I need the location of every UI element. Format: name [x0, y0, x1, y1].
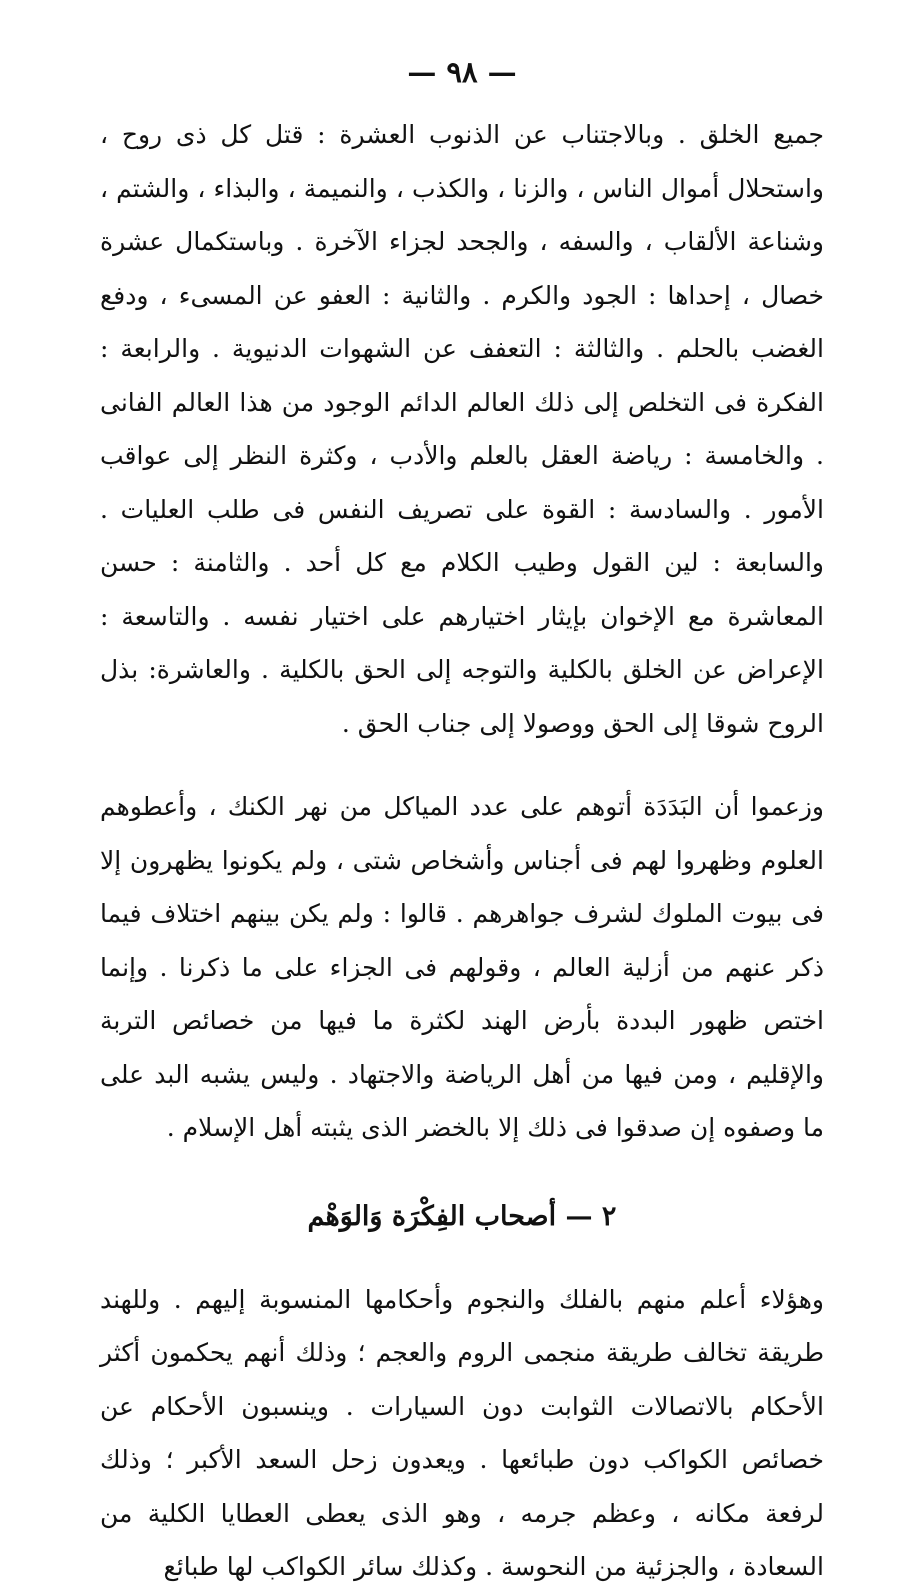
paragraph-ten-virtues: جميع الخلق . وبالاجتناب عن الذنوب العشرة : قتل كل ذى روح ، واستحلال أموال الناس ، والزنا ، والكذب ، والنميمة ، والبذاء ، والشتم ، وشناعة الألقاب ، والسفه ، والجحد لجزاء الآخرة . وباستكمال عشرة خصال ، إحداها : الجود والكرم . والثانية : العفو عن المسىء ، ودفع الغضب بالحلم . والثالثة : التعفف عن الشهوات الدنيوية . والرابعة : الفكرة فى التخلص إلى ذلك العالم الدائم الوجود من هذا العالم الفانى . والخامسة : رياضة العقل بالعلم والأدب ، وكثرة النظر إلى عواقب الأمور . والسادسة : القوة على تصريف النفس فى طلب العليات . والسابعة : لين القول وطيب الكلام مع كل أحد . والثامنة : حسن المعاشرة مع الإخوان بإيثار اختيارهم على اختيار نفسه . والتاسعة : الإعراض عن الخلق بالكلية والتوجه إلى الحق بالكلية . والعاشرة: بذل الروح شوقا إلى الحق ووصولا إلى جناب الحق .	[100, 120, 824, 738]
page-number: — ٩٨ —	[407, 55, 517, 89]
paragraph-astrology: وهؤلاء أعلم منهم بالفلك والنجوم وأحكامها المنسوبة إليهم . وللهند طريقة تخالف طريقة منجمى الروم والعجم ؛ وذلك أنهم يحكمون أكثر الأحكام بالاتصالات الثوابت دون السيارات . وينسبون الأحكام عن خصائص الكواكب دون طبائعها . ويعدون زحل السعد الأكبر ؛ وذلك لرفعة مكانه ، وعظم جرمه ، وهو الذى يعطى العطايا الكلية من السعادة ، والجزئية من النحوسة . وكذلك سائر الكواكب لها طبائع	[100, 1284, 824, 1581]
section-heading: ٢ — أصحاب الفِكْرَة وَالوَهْم	[307, 1200, 617, 1232]
paragraph-buddhas: وزعموا أن البَدَدَة أتوهم على عدد المياكل من نهر الكنك ، وأعطوهم العلوم وظهروا لهم فى أجناس وأشخاص شتى ، ولم يكونوا يظهرون إلا فى بيوت الملوك لشرف جواهرهم . قالوا : ولم يكن بينهم اختلاف فيما ذكر عنهم من أزلية العالم ، وقولهم فى الجزاء على ما ذكرنا . وإنما اختص ظهور البددة بأرض الهند لكثرة ما فيها من خصائص التربة والإقليم ، ومن فيها من أهل الرياضة والاجتهاد . وليس يشبه البد على ما وصفوه إن صدقوا فى ذلك إلا بالخضر الذى يثبته أهل الإسلام .	[100, 792, 824, 1142]
